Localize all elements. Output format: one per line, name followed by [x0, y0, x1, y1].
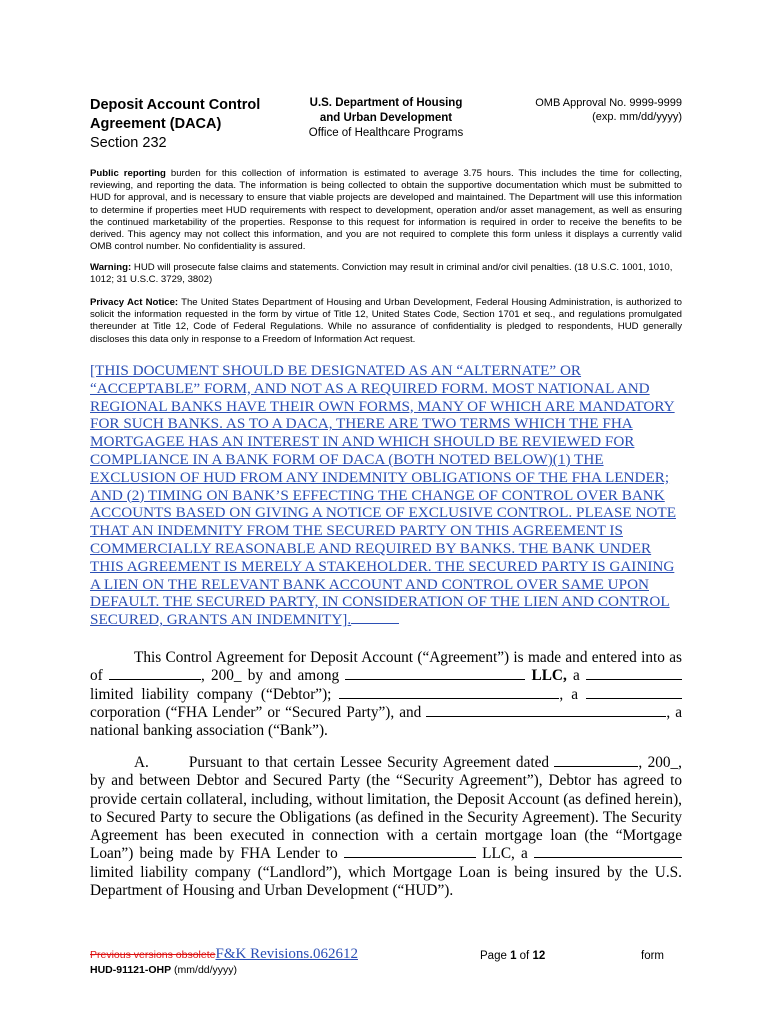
- total-pages: 12: [532, 950, 546, 962]
- bank-name-blank[interactable]: [426, 704, 666, 717]
- omb-block: [500, 96, 682, 124]
- recital-text-c: LLC, a: [475, 845, 534, 863]
- privacy-act-notice: [90, 297, 682, 346]
- llc-label: LLC,: [525, 667, 567, 685]
- revision-tag: F&K Revisions.062612: [215, 946, 358, 962]
- privacy-lead: Privacy Act Notice:: [90, 297, 179, 308]
- public-reporting-lead: Public reporting: [90, 168, 166, 179]
- editorial-note: [90, 362, 686, 629]
- lender-state-blank[interactable]: [586, 686, 682, 699]
- intro-text-g: , a national banking association (“Bank”).: [90, 703, 682, 740]
- public-reporting-text: burden for this collection of information is estimated to average 3.75 hours. This includes the time for collecting, reviewing, and reporting the data. The information is being collected to obtain the supportive documentation which must be submitted to HUD for approval, and is necessary to ensure that viable projects are developed and maintained. The Department will use this information to determine if properties meet HUD requirements with respect to development, operation and/or asset management, as well as ensuring the continued marketability of the properties. Response to this request for information is required in order to receive the benefits to be derived. This agency may not collect this information, and you are not required to complete this form unless it displays a currently valid OMB control number. No confidentiality is assured.: [90, 168, 682, 253]
- recital-text-b: , 200_, by and between Debtor and Secured Party (the “Security Agreement”), Debtor has agreed to provide certain collateral, including, without limitation, the Deposit Account (as defined herein), to Secured Party to secure the Obligations (as defined in the Security Agreement). The Security Agreement has been executed in connection with a certain mortgage loan (the “Mortgage Loan”) being made by FHA Lender to: [90, 754, 682, 863]
- editorial-note-underline: [351, 622, 399, 624]
- form-id: [90, 964, 237, 976]
- title-line-2: Agreement (DACA): [90, 116, 222, 132]
- landlord-state-blank[interactable]: [534, 845, 682, 858]
- intro-text-e: , a: [559, 685, 586, 703]
- agreement-intro-paragraph: [90, 649, 682, 740]
- form-number: HUD-91121-OHP: [90, 964, 172, 976]
- security-agreement-date-blank[interactable]: [554, 754, 638, 767]
- intro-text-b: , 200_ by and among: [200, 667, 346, 685]
- revision-footer: [90, 946, 358, 963]
- landlord-name-blank[interactable]: [344, 845, 476, 858]
- debtor-name-blank[interactable]: [345, 667, 525, 680]
- agency-block: [290, 96, 482, 141]
- privacy-text: The United States Department of Housing and Urban Development, Federal Housing Administration, is authorized to solicit the information requested in the form by virtue of Title 12, United States Code, Section 1701 et seq., and regulations promulgated thereunder at Title 12, Code of Federal Regulations. While no assurance of confidentiality is pledged to respondents, HUD generally discloses this data only in response to a Freedom of Information Act request.: [90, 297, 682, 345]
- agency-line-1: U.S. Department of Housing: [309, 97, 463, 109]
- intro-text-a: This Control Agreement for Deposit Account (“Agreement”) is made and entered into as of: [90, 649, 682, 685]
- editorial-note-text: [THIS DOCUMENT SHOULD BE DESIGNATED AS AN “ALTERNATE” OR “ACCEPTABLE” FORM, AND NOT AS A REQUIRED FORM. MOST NATIONAL AND REGIONAL BANKS HAVE THEIR OWN FORMS, MANY OF WHICH ARE MANDATORY FOR SUCH BANKS. AS TO A DACA, THERE ARE TWO TERMS WHICH THE FHA MORTGAGEE HAS AN INTEREST IN AND WHICH SHOULD BE REVIEWED FOR COMPLIANCE IN A BANK FORM OF DACA (BOTH NOTED BELOW)(1) THE EXCLUSION OF HUD FROM ANY INDEMNITY OBLIGATIONS OF THE FHA LENDER; AND (2) TIMING ON BANK’S EFFECTING THE CHANGE OF CONTROL OVER BANK ACCOUNTS BASED ON GIVING A NOTICE OF EXCLUSIVE CONTROL. PLEASE NOTE THAT AN INDEMNITY FROM THE SECURED PARTY ON THIS AGREEMENT IS COMMERCIALLY REASONABLE AND REQUIRED BY BANKS. THE BANK UNDER THIS AGREEMENT IS MERELY A STAKEHOLDER. THE SECURED PARTY IS GAINING A LIEN ON THE RELEVANT BANK ACCOUNT AND CONTROL OVER SAME UPON DEFAULT. THE SECURED PARTY, IN CONSIDERATION OF THE LIEN AND CONTROL SECURED, GRANTS AN INDEMNITY].: [90, 362, 676, 629]
- warning-text: HUD will prosecute false claims and statements. Conviction may result in criminal and/or civil penalties. (18 U.S.C. 1001, 1010, 1012; 31 U.S.C. 3729, 3802): [90, 262, 673, 286]
- obsolete-note: Previous versions obsolete: [90, 949, 216, 961]
- agency-line-2: and Urban Development: [319, 112, 453, 124]
- public-reporting-notice: [90, 168, 682, 253]
- section-label: Section 232: [90, 135, 167, 151]
- recital-label: A.: [134, 754, 149, 771]
- lender-name-blank[interactable]: [339, 686, 559, 699]
- date-blank[interactable]: [109, 667, 201, 680]
- office-name: Office of Healthcare Programs: [308, 127, 464, 139]
- recital-a-paragraph: [90, 754, 682, 900]
- current-page: 1: [510, 950, 517, 962]
- debtor-state-blank[interactable]: [586, 667, 682, 680]
- document-title-block: [90, 96, 290, 153]
- omb-expiration: (exp. mm/dd/yyyy): [592, 111, 682, 123]
- intro-text-f: corporation (“FHA Lender” or “Secured Party”), and: [90, 703, 427, 721]
- warning-notice: [90, 262, 682, 286]
- page-number: Page 1 of 12: [480, 950, 546, 962]
- omb-number: OMB Approval No. 9999-9999: [535, 97, 682, 109]
- intro-text-d: limited liability company (“Debtor”);: [90, 685, 340, 703]
- recital-text-a: Pursuant to that certain Lessee Security Agreement dated: [188, 754, 555, 771]
- form-date: (mm/dd/yyyy): [171, 964, 238, 976]
- intro-text-c: a: [566, 667, 586, 685]
- warning-lead: Warning:: [90, 262, 132, 273]
- title-line-1: Deposit Account Control: [90, 97, 261, 113]
- recital-text-d: limited liability company (“Landlord”), which Mortgage Loan is being insured by the U.S. Department of Housing and Urban Development (“HUD”).: [90, 863, 682, 900]
- form-label: form: [641, 950, 664, 962]
